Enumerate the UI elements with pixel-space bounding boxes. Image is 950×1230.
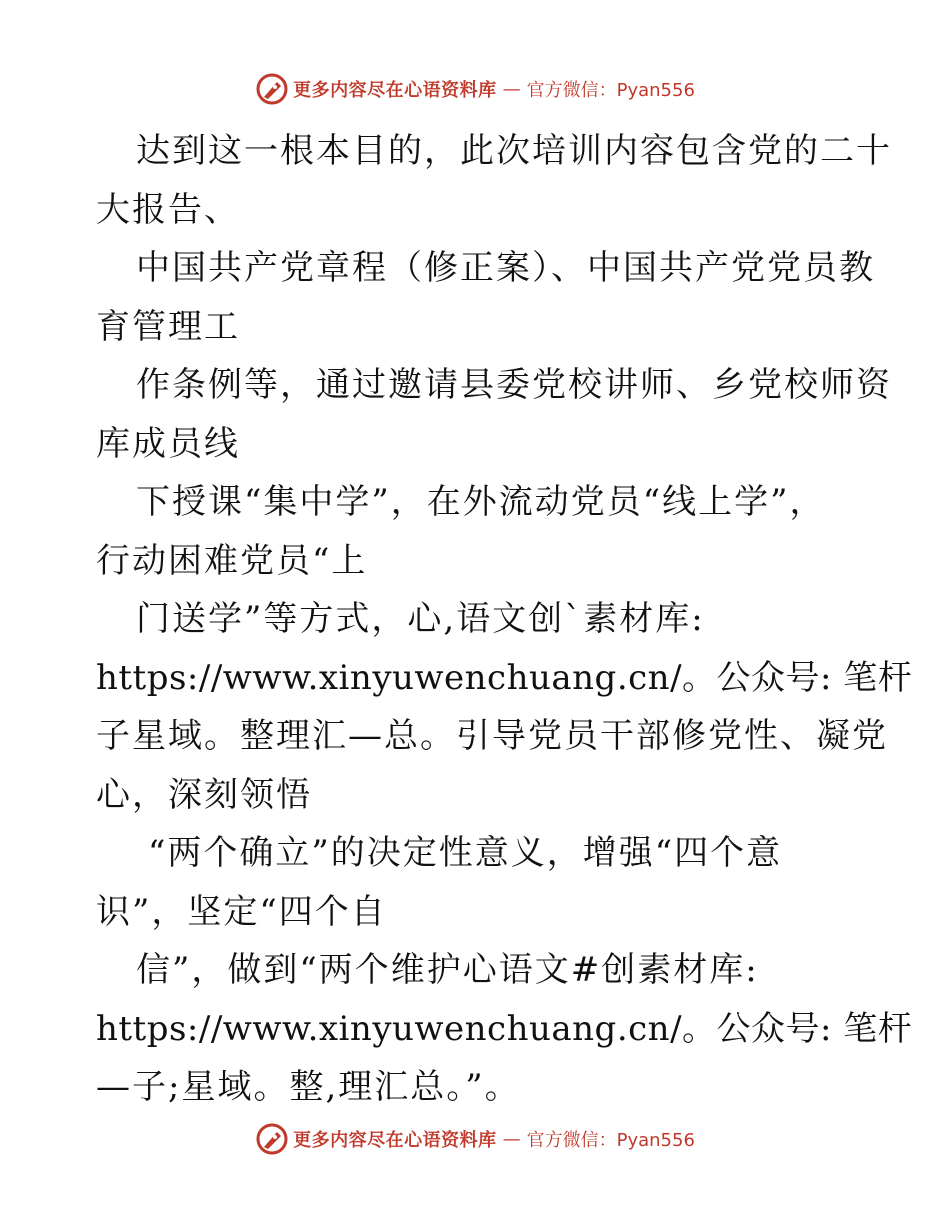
watermark-text: 更多内容尽在心语资料库 (293, 80, 497, 101)
watermark-wechat: 官方微信：Pyan556 (526, 1130, 695, 1151)
watermark-wechat: 官方微信：Pyan556 (526, 80, 695, 101)
watermark-dash: — (502, 78, 521, 100)
text-line-6: 库成员线 (96, 423, 240, 464)
watermark-text: 更多内容尽在心语资料库 (293, 1130, 497, 1151)
text-line-11: 子星域。整理汇—总。引导党员干部修党性、凝党 (96, 716, 888, 756)
text-line-3: 中国共产党章程（修正案）、中国共产党党员教 (136, 248, 875, 288)
pen-logo-icon (255, 1122, 289, 1156)
text-line-10: https://www.xinyuwenchuang.cn/。公众号: 笔杆 (96, 657, 913, 698)
text-line-9: 门送学”等方式，心,语文创`素材库: (136, 599, 705, 639)
text-line-14: 识”，坚定“四个自 (96, 891, 387, 932)
text-line-5: 作条例等，通过邀请县委党校讲师、乡党校师资 (136, 365, 892, 405)
watermark-dash: — (502, 1128, 521, 1150)
text-line-15: 信”，做到“两个维护心语文#创素材库: (136, 950, 759, 990)
document-body (96, 122, 913, 1117)
pen-logo-icon (255, 72, 289, 106)
text-line-4: 育管理工 (96, 306, 240, 347)
text-line-12: 心，深刻领悟 (96, 774, 312, 815)
text-line-1: 达到这一根本目的，此次培训内容包含党的二十 (136, 131, 892, 171)
text-line-8: 行动困难党员“上 (96, 540, 368, 581)
text-line-7: 下授课“集中学”，在外流动党员“线上学”， (136, 482, 826, 522)
text-line-17: —子;星域。整,理汇总。”。 (96, 1067, 521, 1107)
text-line-16: https://www.xinyuwenchuang.cn/。公众号: 笔杆 (96, 1008, 913, 1049)
text-line-13: “两个确立”的决定性意义，增强“四个意 (148, 833, 783, 873)
footer-watermark (0, 1122, 950, 1156)
header-watermark (0, 72, 950, 106)
text-line-2: 大报告、 (96, 189, 240, 230)
